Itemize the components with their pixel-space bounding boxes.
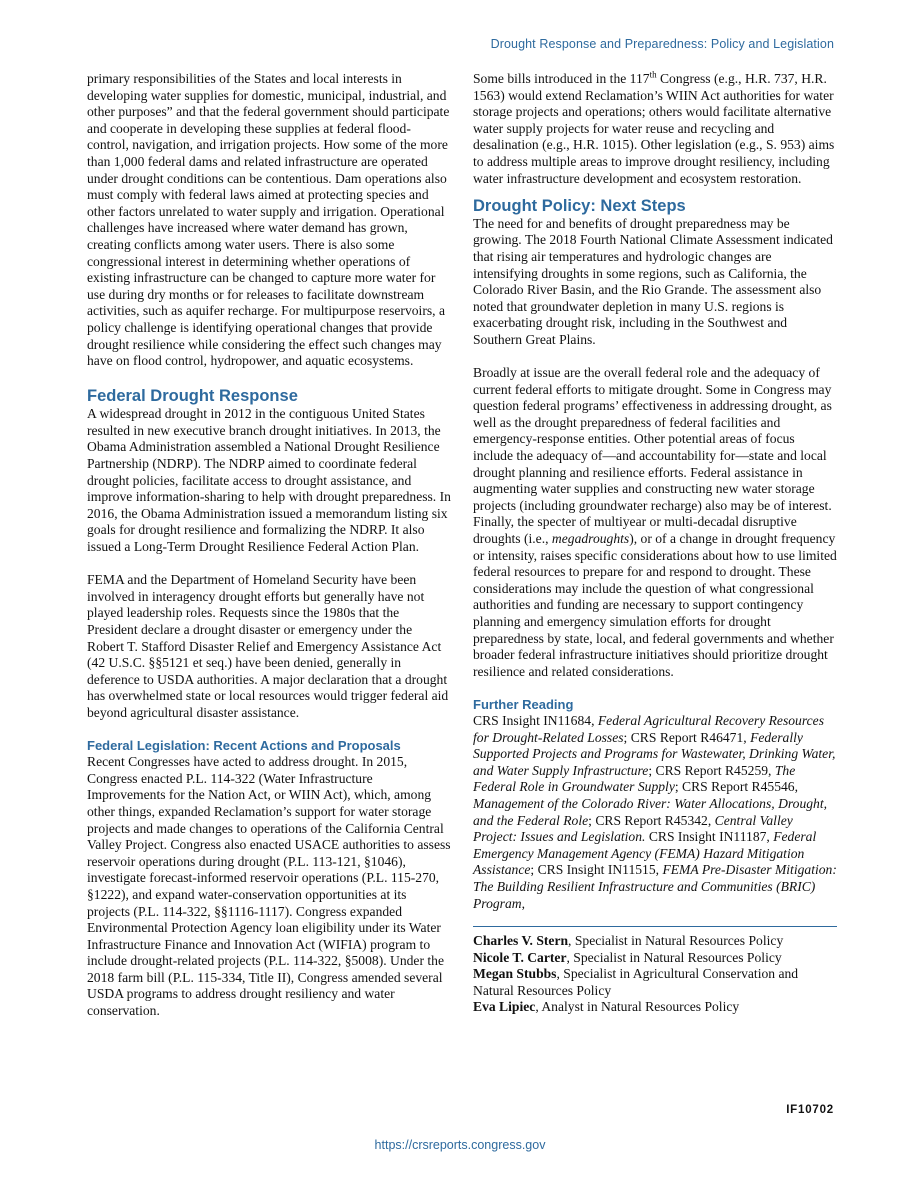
heading-further-reading: Further Reading xyxy=(473,696,574,712)
author-name: Charles V. Stern xyxy=(473,933,569,949)
document-id: IF10702 xyxy=(786,1104,834,1116)
ref-text: , xyxy=(521,895,525,911)
left-column xyxy=(87,71,451,1020)
bills-text-post: Congress (e.g., H.R. 737, H.R. 1563) would extend Reclamation’s WIIN Act authorities for water storage projects and operations; others would facilitate alternative water supply projects for water reuse and recycling and desalination (e.g., H.R. 1015). Other legislation (e.g., S. 953) aims to address multiple areas to improve drought resiliency, including water infrastructure development and ecosystem restoration. xyxy=(473,71,835,186)
ref-text: ; CRS Insight IN11515, xyxy=(530,862,663,878)
author-title: , Specialist in Natural Resources Policy xyxy=(566,949,782,965)
ref-text: ; CRS Report R46471, xyxy=(623,729,751,745)
ref-text: ; CRS Report R45342, xyxy=(588,812,715,828)
next-steps-paragraph-2 xyxy=(473,365,837,680)
next-steps-paragraph-1: The need for and benefits of drought preparedness may be growing. The 2018 Fourth National Climate Assessment indicated that rising air temperatures and hydrologic changes are intensifying droughts in some regions, such as California, the Colorado River Basin, and the Rio Grande. The assessment also noted that groundwater depletion in many U.S. regions is exacerbating drought risk, including in the Southwest and Southern Great Plains. xyxy=(473,215,833,347)
author-name: Megan Stubbs xyxy=(473,966,557,982)
ref-title: Management of the Colorado River: Water Allocations, Drought, and the Federal Role xyxy=(473,795,828,828)
author-line xyxy=(473,966,837,999)
running-header: Drought Response and Preparedness: Policy and Legislation xyxy=(490,37,834,51)
ref-text: ; CRS Report R45546, xyxy=(674,779,798,795)
ref-title: Federally Supported Projects and Programs for Wastewater, Drinking Water, and Water Supply Infrastructure xyxy=(473,729,836,778)
intro-paragraph: primary responsibilities of the States and local interests in developing water supplies for domestic, municipal, industrial, and other purposes” and that the federal government should participate and cooperate in developing these supplies at federal flood-control, navigation, and irrigation projects. How some of the more than 1,000 federal dams and related infrastructure are operated under drought conditions can be contentious. Dam operations also must comply with federal laws aimed at protecting species and other factors unrelated to water supply and irrigation. Operational challenges have increased where water demand has grown, creating conflicts among water users. There is also some congressional interest in determining whether operations of existing infrastructure can be changed to capture more water for use during dry months or for releases to facilitate downstream activities, such as aquifer recharge. For multipurpose reservoirs, a policy challenge is identifying operational changes that provide drought resilience while considering the effect such changes may have on flood control, hydropower, and aquatic ecosystems. xyxy=(87,71,450,369)
ordinal-superscript: th xyxy=(649,69,657,80)
right-column xyxy=(473,71,837,1016)
heading-federal-legislation: Federal Legislation: Recent Actions and Proposals xyxy=(87,738,401,754)
bills-text-pre: Some bills introduced in the 117 xyxy=(473,71,650,86)
ref-title: Federal Emergency Management Agency (FEMA) Hazard Mitigation Assistance xyxy=(473,829,817,878)
next2-text-post: ), or of a change in drought frequency or intensity, raises specific considerations about how to use limited federal resources to prepare for and respond to drought. These considerations may include the question of what congressional authorities and funding are necessary to support contingency planning and emergency simulation efforts for drought preparedness by state, local, and federal governments and whether broader federal infrastructure initiatives should prioritize drought resilience and related considerations. xyxy=(473,531,837,679)
author-title: , Specialist in Natural Resources Policy xyxy=(568,933,784,949)
author-name: Nicole T. Carter xyxy=(473,949,567,965)
author-line xyxy=(473,933,837,950)
response-paragraph-2: FEMA and the Department of Homeland Security have been involved in interagency drought efforts but generally have not played leadership roles. Requests since the 1980s that the President declare a drought disaster or emergency under the Robert T. Stafford Disaster Relief and Emergency Assistance Act (42 U.S.C. §§5121 et seq.) have been denied, generally in deference to USDA authorities. A major declaration that a drought has overwhelmed state or local resources would trigger federal aid beyond agricultural disaster assistance. xyxy=(87,572,449,720)
ref-title: Central Valley Project: Issues and Legislation. xyxy=(473,812,793,845)
ref-title: Federal Agricultural Recovery Resources for Drought-Related Losses xyxy=(473,712,824,745)
next2-text-pre: Broadly at issue are the overall federal role and the adequacy of current federal efforts to mitigate drought. Some in Congress may question federal programs’ effectiveness in addressing drought, as well as the drought preparedness of federal facilities and emergency-response entities. Other potential areas of focus include the adequacy of—and accountability for—state and local drought planning and resilience efforts. Federal assistance in augmenting water supplies and constructing new water storage projects (including groundwater recharge) also may be of interest. Finally, the specter of multiyear or multi-decadal disruptive droughts (i.e., xyxy=(473,365,832,547)
legislation-paragraph: Recent Congresses have acted to address drought. In 2015, Congress enacted P.L. 114-322 (Water Infrastructure Improvements for the Nation Act, or WIIN Act), which, among other things, expanded Reclamation’s support for water storage projects and made changes to operations of the California Central Valley Project. Congress also enacted USACE authorities to assess reservoir operations during drought (P.L. 113-121, §1046), investigate forecast-informed reservoir operations (P.L. 115-270, §1222), and expand water-conservation opportunities at its projects (P.L. 114-322, §§1116-1117). Congress expanded Environmental Protection Agency loan eligibility under its Water Infrastructure Finance and Innovation Act (WIFIA) program to include drought-related projects (P.L. 114-322, §5008). Under the 2018 farm bill (P.L. 115-334, Title II), Congress amended several USDA programs to address drought resiliency and water conservation. xyxy=(87,754,451,1019)
ref-title: The Federal Role in Groundwater Supply xyxy=(473,762,796,795)
ref-text: ; CRS Report R45259, xyxy=(648,762,775,778)
megadroughts-term: megadroughts xyxy=(551,531,630,547)
ref-text: CRS Insight IN11684, xyxy=(473,712,598,728)
response-paragraph-1: A widespread drought in 2012 in the contiguous United States resulted in new executive branch drought initiatives. In 2013, the Obama Administration assembled a National Drought Resilience Partnership (NDRP). The NDRP aimed to coordinate federal drought policies, facilitate access to drought assistance, and improve information-sharing to help with drought preparedness. In 2016, the Obama Administration issued a memorandum listing six goals for drought resilience and formalizing the NDRP. It also issued a Long-Term Drought Resilience Federal Action Plan. xyxy=(87,406,451,555)
author-title: , Analyst in Natural Resources Policy xyxy=(535,999,740,1015)
ref-text: CRS Insight IN11187, xyxy=(645,829,774,845)
author-name: Eva Lipiec xyxy=(473,999,536,1015)
bills-paragraph xyxy=(473,71,837,187)
footer-url[interactable]: https://crsreports.congress.gov xyxy=(374,1138,546,1152)
heading-next-steps: Drought Policy: Next Steps xyxy=(473,196,686,215)
authors-block xyxy=(473,933,837,1016)
ref-title: FEMA Pre-Disaster Mitigation: The Building Resilient Infrastructure and Communities (BRIC) Program xyxy=(473,862,837,911)
author-line xyxy=(473,950,837,967)
authors-divider xyxy=(473,926,837,927)
heading-federal-drought-response: Federal Drought Response xyxy=(87,387,298,406)
author-line xyxy=(473,999,837,1016)
further-reading-list xyxy=(473,713,837,912)
author-title: , Specialist in Agricultural Conservation and Natural Resources Policy xyxy=(473,966,799,998)
